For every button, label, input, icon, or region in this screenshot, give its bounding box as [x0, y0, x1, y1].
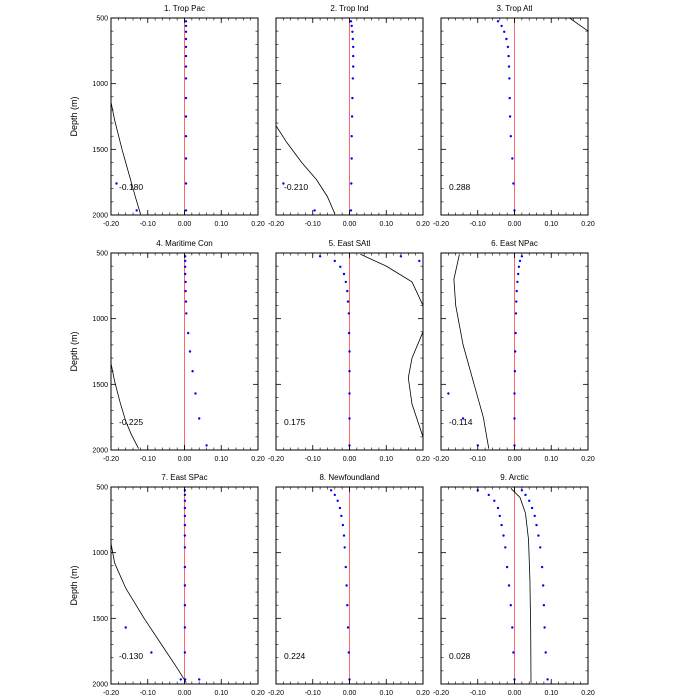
- data-point: [508, 77, 510, 79]
- data-point: [185, 97, 187, 99]
- data-point: [345, 566, 347, 568]
- data-point: [509, 115, 511, 117]
- data-point: [150, 651, 152, 653]
- y-tick-label: 500: [96, 250, 108, 258]
- data-point: [350, 182, 352, 184]
- data-point: [184, 260, 186, 262]
- data-point: [543, 626, 545, 628]
- data-point: [347, 300, 349, 302]
- data-point: [185, 55, 187, 57]
- data-point: [184, 494, 186, 496]
- x-tick-label: 0.10: [379, 456, 394, 463]
- x-tick-label: -0.20: [268, 690, 284, 697]
- data-point: [136, 209, 138, 211]
- y-tick-label: 2000: [92, 447, 108, 455]
- data-point: [518, 266, 520, 268]
- data-point: [342, 524, 344, 526]
- data-point: [348, 392, 350, 394]
- data-point: [542, 584, 544, 586]
- panel-4: [69, 239, 265, 463]
- x-tick-label: 0.20: [581, 690, 595, 697]
- x-tick-label: -0.10: [469, 221, 486, 228]
- data-point: [507, 55, 509, 57]
- data-point: [184, 266, 186, 268]
- data-point: [351, 97, 353, 99]
- data-point: [184, 500, 186, 502]
- data-point: [352, 55, 354, 57]
- y-tick-label: 500: [96, 15, 108, 23]
- x-tick-label: -0.10: [469, 456, 486, 463]
- x-tick-label: -0.20: [268, 456, 284, 463]
- data-point: [507, 46, 509, 48]
- x-tick-label: -0.20: [433, 456, 449, 463]
- y-tick-label: 1000: [92, 81, 108, 89]
- data-point: [205, 444, 207, 446]
- x-tick-label: 0.20: [416, 221, 430, 228]
- data-point: [545, 651, 547, 653]
- data-point: [350, 209, 352, 211]
- panel-title: 8. Newfoundland: [319, 473, 380, 482]
- data-point: [340, 515, 342, 517]
- profile-curve: [111, 544, 186, 683]
- data-point: [514, 350, 516, 352]
- y-tick-label: 500: [96, 484, 108, 492]
- panel-6: [433, 239, 595, 463]
- x-tick-label: 0.10: [544, 221, 559, 228]
- data-point: [351, 31, 353, 33]
- panel-title: 2. Trop Ind: [330, 4, 369, 13]
- data-point: [531, 507, 533, 509]
- y-tick-label: 2000: [92, 681, 108, 689]
- x-tick-label: -0.10: [469, 690, 486, 697]
- x-tick-label: 0.20: [416, 690, 430, 697]
- panel-1: [69, 4, 265, 228]
- data-point: [519, 260, 521, 262]
- x-tick-label: 0.00: [342, 690, 357, 697]
- data-point: [514, 370, 516, 372]
- data-point: [534, 515, 536, 517]
- data-point: [348, 651, 350, 653]
- data-point: [198, 678, 200, 680]
- data-point: [345, 281, 347, 283]
- data-point: [313, 209, 315, 211]
- x-tick-label: 0.00: [507, 690, 522, 697]
- data-point: [185, 77, 187, 79]
- panel-title: 9. Arctic: [500, 473, 529, 482]
- data-point: [184, 524, 186, 526]
- panel-5: [268, 239, 430, 463]
- x-tick-label: 0.10: [214, 456, 229, 463]
- data-point: [348, 370, 350, 372]
- data-point: [185, 31, 187, 33]
- data-point: [546, 678, 548, 680]
- y-axis-label: Depth (m): [69, 565, 79, 606]
- data-point: [184, 651, 186, 653]
- x-tick-label: 0.20: [581, 221, 595, 228]
- data-point: [344, 546, 346, 548]
- correlation-value: 0.288: [449, 182, 471, 192]
- x-tick-label: -0.20: [268, 221, 284, 228]
- data-point: [352, 65, 354, 67]
- data-point: [189, 350, 191, 352]
- data-point: [184, 290, 186, 292]
- x-tick-label: 0.20: [416, 456, 430, 463]
- data-point: [510, 135, 512, 137]
- data-point: [348, 332, 350, 334]
- data-point: [348, 350, 350, 352]
- data-point: [185, 65, 187, 67]
- data-point: [185, 300, 187, 302]
- panel-3: [433, 4, 595, 228]
- profile-curve: [570, 18, 588, 31]
- x-tick-label: 0.00: [507, 221, 522, 228]
- correlation-value: -0.114: [449, 417, 473, 427]
- data-point: [352, 46, 354, 48]
- x-tick-label: 0.00: [177, 456, 192, 463]
- data-point: [330, 489, 332, 491]
- data-point: [185, 46, 187, 48]
- panel-title: 6. East NPac: [491, 239, 538, 248]
- data-point: [185, 38, 187, 40]
- data-point: [510, 604, 512, 606]
- x-tick-label: 0.00: [507, 456, 522, 463]
- profile-curve: [361, 254, 424, 437]
- data-point: [348, 312, 350, 314]
- data-point: [351, 115, 353, 117]
- data-point: [125, 626, 127, 628]
- data-point: [334, 494, 336, 496]
- x-tick-label: -0.10: [139, 221, 156, 228]
- data-point: [184, 546, 186, 548]
- profile-curve: [111, 363, 139, 448]
- data-point: [539, 546, 541, 548]
- data-point: [184, 626, 186, 628]
- data-point: [537, 534, 539, 536]
- x-tick-label: -0.20: [433, 690, 449, 697]
- data-point: [185, 115, 187, 117]
- data-point: [185, 182, 187, 184]
- panel-title: 5. East SAtl: [328, 239, 371, 248]
- data-point: [115, 182, 117, 184]
- data-point: [513, 392, 515, 394]
- panel-title: 7. East SPac: [161, 473, 208, 482]
- data-point: [184, 534, 186, 536]
- data-point: [198, 417, 200, 419]
- data-point: [516, 281, 518, 283]
- data-point: [515, 300, 517, 302]
- x-tick-label: 0.00: [342, 221, 357, 228]
- data-point: [512, 651, 514, 653]
- x-tick-label: 0.00: [342, 456, 357, 463]
- data-point: [351, 25, 353, 27]
- data-point: [343, 273, 345, 275]
- data-point: [334, 260, 336, 262]
- data-point: [517, 273, 519, 275]
- x-tick-label: 0.10: [214, 690, 229, 697]
- panel-title: 1. Trop Pac: [164, 4, 205, 13]
- x-tick-label: 0.00: [177, 221, 192, 228]
- panel-7: [69, 473, 265, 697]
- data-point: [184, 281, 186, 283]
- x-tick-label: -0.10: [139, 456, 156, 463]
- profile-curve: [276, 126, 335, 214]
- correlation-value: -0.210: [284, 182, 309, 192]
- correlation-value: -0.130: [119, 651, 144, 661]
- data-point: [343, 534, 345, 536]
- data-point: [347, 626, 349, 628]
- correlation-value: -0.180: [119, 182, 144, 192]
- panel-title: 4. Maritime Con: [156, 239, 213, 248]
- data-point: [509, 97, 511, 99]
- data-point: [500, 25, 502, 27]
- data-point: [541, 566, 543, 568]
- data-point: [187, 332, 189, 334]
- data-point: [528, 500, 530, 502]
- x-tick-label: 0.20: [251, 221, 265, 228]
- data-point: [505, 38, 507, 40]
- data-point: [351, 157, 353, 159]
- x-tick-label: 0.10: [214, 221, 229, 228]
- data-point: [499, 515, 501, 517]
- data-point: [514, 332, 516, 334]
- data-point: [345, 584, 347, 586]
- x-tick-label: 0.20: [581, 456, 595, 463]
- panel-2: [268, 4, 430, 228]
- data-point: [350, 20, 352, 22]
- data-point: [352, 77, 354, 79]
- data-point: [508, 584, 510, 586]
- data-point: [184, 273, 186, 275]
- data-point: [185, 25, 187, 27]
- data-point: [185, 157, 187, 159]
- y-tick-label: 2000: [92, 212, 108, 220]
- correlation-value: -0.225: [119, 417, 144, 427]
- y-tick-label: 1500: [92, 381, 108, 389]
- y-axis-label: Depth (m): [69, 331, 79, 372]
- data-point: [346, 604, 348, 606]
- data-point: [512, 182, 514, 184]
- data-point: [185, 135, 187, 137]
- x-tick-label: 0.20: [251, 456, 265, 463]
- data-point: [184, 507, 186, 509]
- data-point: [352, 38, 354, 40]
- data-point: [185, 20, 187, 22]
- y-tick-label: 1500: [92, 615, 108, 623]
- data-point: [447, 392, 449, 394]
- x-tick-label: -0.20: [103, 456, 119, 463]
- correlation-value: 0.175: [284, 417, 306, 427]
- x-tick-label: -0.10: [304, 456, 321, 463]
- panel-title: 3. Trop Atl: [496, 4, 533, 13]
- x-tick-label: 0.10: [379, 690, 394, 697]
- data-point: [502, 534, 504, 536]
- data-point: [515, 312, 517, 314]
- data-point: [184, 515, 186, 517]
- data-point: [500, 524, 502, 526]
- x-tick-label: 0.00: [177, 690, 192, 697]
- panel-8: [268, 473, 430, 697]
- x-tick-label: -0.20: [103, 690, 119, 697]
- data-point: [508, 65, 510, 67]
- data-point: [497, 507, 499, 509]
- data-point: [184, 604, 186, 606]
- data-point: [503, 31, 505, 33]
- data-point: [418, 260, 420, 262]
- data-point: [497, 20, 499, 22]
- data-point: [185, 209, 187, 211]
- data-point: [339, 266, 341, 268]
- data-point: [488, 494, 490, 496]
- correlation-value: 0.224: [284, 651, 306, 661]
- data-point: [535, 524, 537, 526]
- data-point: [185, 312, 187, 314]
- data-point: [348, 417, 350, 419]
- x-tick-label: 0.20: [251, 690, 265, 697]
- x-tick-label: -0.20: [103, 221, 119, 228]
- x-tick-label: -0.10: [304, 221, 321, 228]
- panel-9: [433, 473, 595, 697]
- x-tick-label: 0.10: [544, 456, 559, 463]
- data-point: [504, 546, 506, 548]
- data-point: [339, 507, 341, 509]
- data-point: [543, 604, 545, 606]
- x-tick-label: -0.10: [304, 690, 321, 697]
- x-tick-label: -0.10: [139, 690, 156, 697]
- profile-curve: [111, 102, 140, 214]
- data-point: [337, 500, 339, 502]
- data-point: [524, 494, 526, 496]
- data-point: [516, 290, 518, 292]
- data-point: [493, 500, 495, 502]
- data-point: [351, 135, 353, 137]
- y-tick-label: 1000: [92, 550, 108, 558]
- data-point: [184, 584, 186, 586]
- x-tick-label: 0.10: [379, 221, 394, 228]
- y-axis-label: Depth (m): [69, 96, 79, 137]
- data-point: [513, 417, 515, 419]
- data-point: [191, 370, 193, 372]
- data-point: [184, 566, 186, 568]
- correlation-value: 0.028: [449, 651, 471, 661]
- y-tick-label: 1500: [92, 146, 108, 154]
- data-point: [511, 626, 513, 628]
- x-tick-label: -0.20: [433, 221, 449, 228]
- data-point: [506, 566, 508, 568]
- x-tick-label: 0.10: [544, 690, 559, 697]
- data-point: [180, 678, 182, 680]
- data-point: [511, 157, 513, 159]
- data-point: [346, 290, 348, 292]
- data-point: [194, 392, 196, 394]
- y-tick-label: 1000: [92, 316, 108, 324]
